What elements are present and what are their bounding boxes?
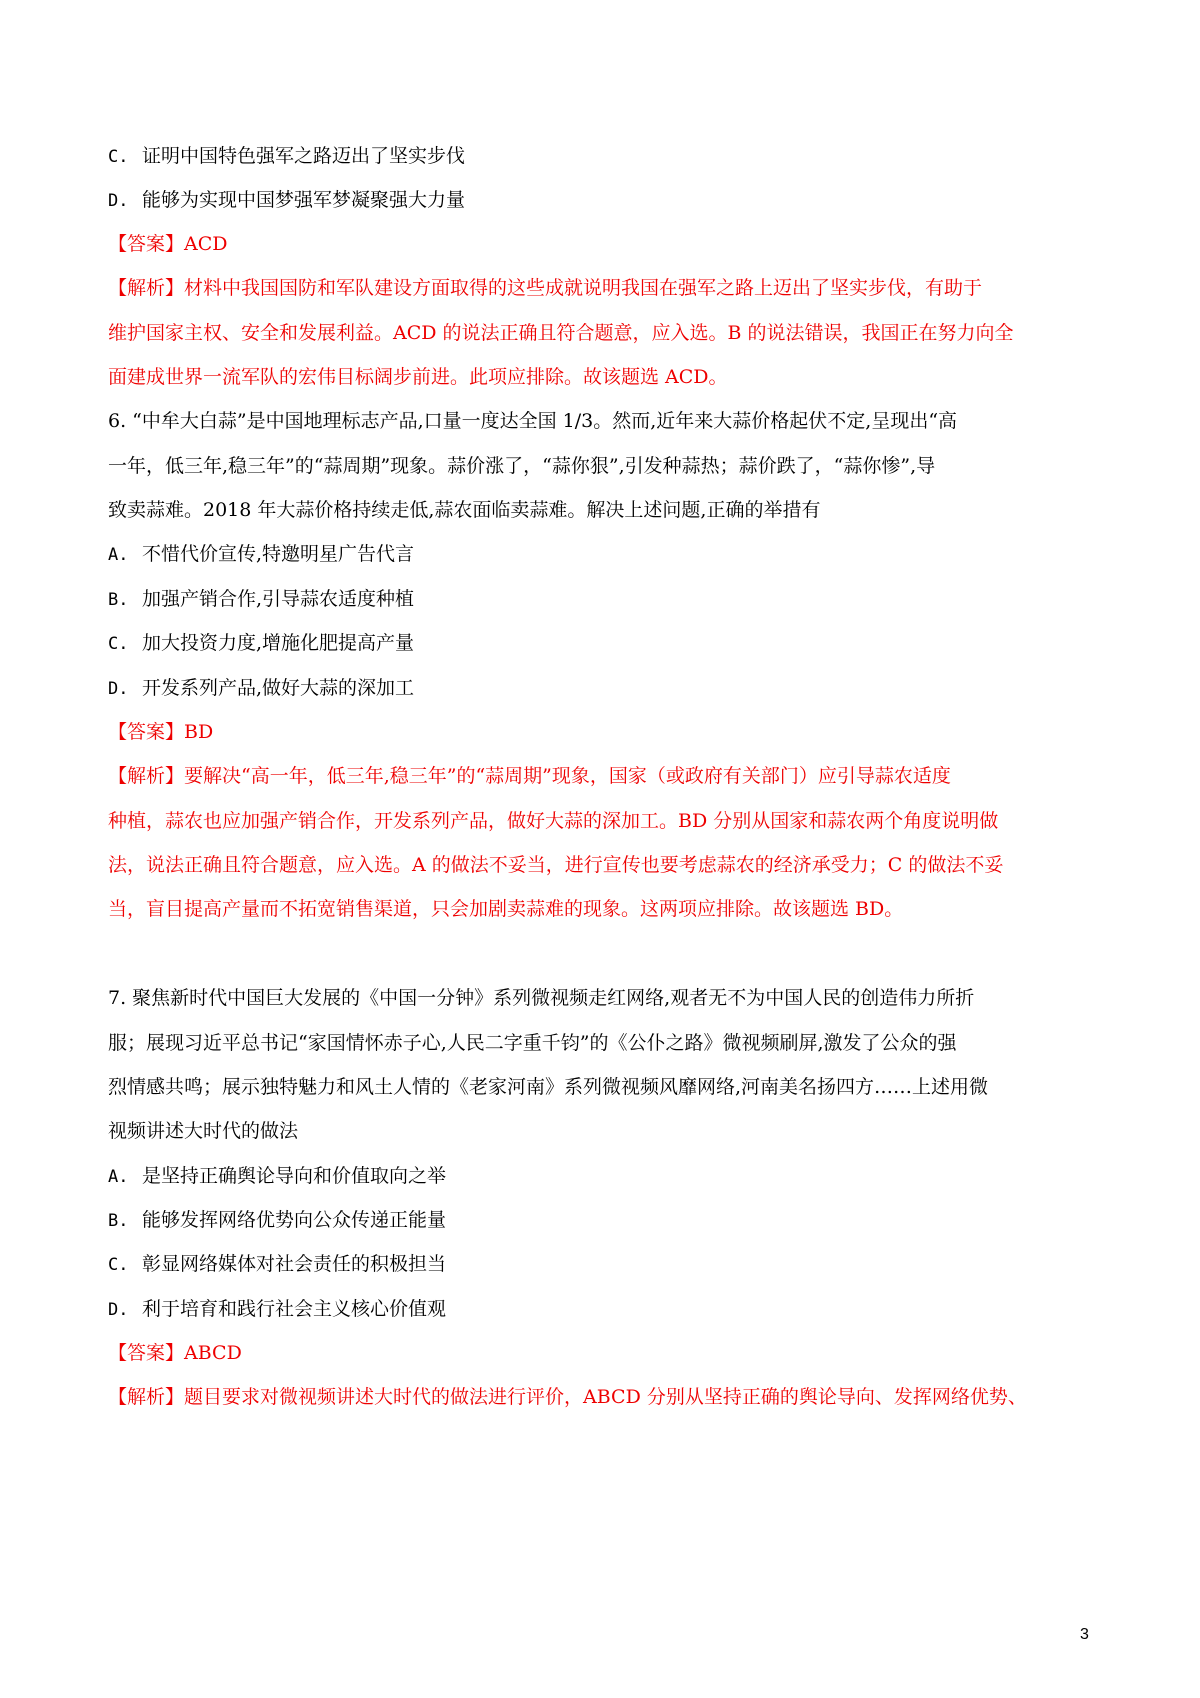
q6-option-c bbox=[108, 630, 1100, 657]
option-letter: C. bbox=[108, 1255, 129, 1275]
q5-analysis-line: 维护国家主权、安全和发展利益。ACD 的说法正确且符合题意，应入选。B 的说法错误，我国正在努力向全 bbox=[108, 322, 1014, 344]
q6-answer: 【答案】BD bbox=[108, 721, 214, 743]
q7-question-line: 7. 聚焦新时代中国巨大发展的《中国一分钟》系列微视频走红网络,观者无不为中国人民的创造伟力所折 bbox=[108, 987, 975, 1009]
q7-option-c bbox=[108, 1251, 1100, 1278]
q7-question-line: 服；展现习近平总书记“家国情怀赤子心,人民二字重千钧”的《公仆之路》微视频刷屏,激发了公众的强 bbox=[108, 1032, 957, 1054]
option-text: 是坚持正确舆论导向和价值取向之举 bbox=[142, 1165, 447, 1187]
q6-option-b bbox=[108, 586, 1100, 613]
option-text: 不惜代价宣传,特邀明星广告代言 bbox=[142, 543, 415, 565]
q6-analysis-line: 法，说法正确且符合题意，应入选。A 的做法不妥当，进行宣传也要考虑蒜农的经济承受力；C 的做法不妥 bbox=[108, 854, 1004, 876]
option-letter: D. bbox=[108, 1300, 129, 1320]
q7-question-line: 烈情感共鸣；展示独特魅力和风土人情的《老家河南》系列微视频风靡网络,河南美名扬四方……上述用微 bbox=[108, 1076, 989, 1098]
option-text: 能够为实现中国梦强军梦凝聚强大力量 bbox=[142, 189, 466, 211]
q5-analysis-line: 【解析】材料中我国国防和军队建设方面取得的这些成就说明我国在强军之路上迈出了坚实步伐，有助于 bbox=[108, 277, 983, 299]
option-letter: A. bbox=[108, 1167, 129, 1187]
q5-option-c bbox=[108, 143, 1100, 170]
option-letter: C. bbox=[108, 147, 129, 167]
q6-option-d bbox=[108, 675, 1100, 702]
option-text: 利于培育和践行社会主义核心价值观 bbox=[142, 1298, 447, 1320]
q7-answer: 【答案】ABCD bbox=[108, 1342, 242, 1364]
page-number: 3 bbox=[1080, 1626, 1089, 1643]
q7-option-a bbox=[108, 1163, 1100, 1190]
option-letter: A. bbox=[108, 545, 129, 565]
option-text: 加大投资力度,增施化肥提高产量 bbox=[142, 632, 415, 654]
option-text: 能够发挥网络优势向公众传递正能量 bbox=[142, 1209, 447, 1231]
q6-option-a bbox=[108, 541, 1100, 568]
option-letter: B. bbox=[108, 590, 129, 610]
q7-option-d bbox=[108, 1296, 1100, 1323]
option-letter: D. bbox=[108, 679, 129, 699]
q6-question-line: 致卖蒜难。2018 年大蒜价格持续走低,蒜农面临卖蒜难。解决上述问题,正确的举措有 bbox=[108, 499, 821, 521]
q6-question-line: 一年，低三年,稳三年”的“蒜周期”现象。蒜价涨了，“蒜你狠”,引发种蒜热；蒜价跌了，“蒜你惨”,导 bbox=[108, 455, 936, 477]
q7-option-b bbox=[108, 1207, 1100, 1234]
q6-question-line: 6. “中牟大白蒜”是中国地理标志产品,口量一度达全国 1/3。然而,近年来大蒜价格起伏不定,呈现出“高 bbox=[108, 410, 958, 432]
q6-analysis-line: 当，盲目提高产量而不拓宽销售渠道，只会加剧卖蒜难的现象。这两项应排除。故该题选 BD。 bbox=[108, 898, 904, 920]
option-letter: C. bbox=[108, 634, 129, 654]
q6-analysis-line: 种植，蒜农也应加强产销合作，开发系列产品，做好大蒜的深加工。BD 分别从国家和蒜农两个角度说明做 bbox=[108, 810, 999, 832]
q7-question-line: 视频讲述大时代的做法 bbox=[108, 1120, 299, 1142]
option-text: 彰显网络媒体对社会责任的积极担当 bbox=[142, 1253, 447, 1275]
q7-analysis-line: 【解析】题目要求对微视频讲述大时代的做法进行评价，ABCD 分别从坚持正确的舆论导向、发挥网络优势、 bbox=[108, 1386, 1027, 1408]
option-letter: B. bbox=[108, 1211, 129, 1231]
option-text: 开发系列产品,做好大蒜的深加工 bbox=[142, 677, 415, 699]
option-text: 加强产销合作,引导蒜农适度种植 bbox=[142, 588, 415, 610]
option-letter: D. bbox=[108, 191, 129, 211]
q6-analysis-line: 【解析】要解决“高一年，低三年,稳三年”的“蒜周期”现象，国家（或政府有关部门）应引导蒜农适度 bbox=[108, 765, 951, 787]
option-text: 证明中国特色强军之路迈出了坚实步伐 bbox=[142, 145, 466, 167]
q5-answer: 【答案】ACD bbox=[108, 233, 228, 255]
q5-analysis-line: 面建成世界一流军队的宏伟目标阔步前进。此项应排除。故该题选 ACD。 bbox=[108, 366, 728, 388]
q5-option-d bbox=[108, 187, 1100, 214]
